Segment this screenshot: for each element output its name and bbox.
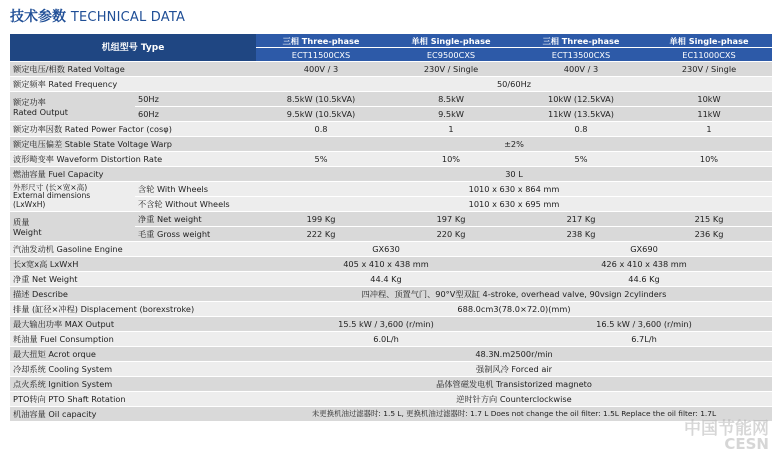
table-row: [10, 392, 772, 407]
cell-value: 1010 x 630 x 864 mm: [256, 182, 772, 197]
table-row: [10, 317, 772, 332]
cell-value: 9.5kW (10.5kVA): [256, 107, 386, 122]
row-label: 额定电压/相数 Rated Voltage: [10, 62, 256, 77]
table-row: [10, 242, 772, 257]
cell-value: 44.4 Kg: [256, 272, 516, 287]
row-label-en: External dimensions: [13, 191, 91, 201]
row-label: 描述 Describe: [10, 287, 256, 302]
cell-value: 400V / 3: [256, 62, 386, 77]
cell-value: ±2%: [256, 137, 772, 152]
cell-value: 5%: [256, 152, 386, 167]
table-row: [10, 287, 772, 302]
model-code: ECT13500CXS: [516, 48, 646, 62]
watermark-logo: [684, 414, 769, 453]
cell-value: 1: [386, 122, 516, 137]
row-label: 长x宽x高 LxWxH: [10, 257, 256, 272]
table-row: [10, 122, 772, 137]
cell-value: 8.5kW: [386, 92, 516, 107]
row-label: [10, 92, 135, 122]
cell-value: 400V / 3: [516, 62, 646, 77]
row-label: 汽油发动机 Gasoline Engine: [10, 242, 256, 257]
row-label: 额定电压偏差 Stable State Voltage Warp: [10, 137, 256, 152]
table-row: [10, 347, 772, 362]
row-label-cn: 额定功率: [13, 96, 46, 107]
row-label: 额定功率因数 Rated Power Factor (cosφ): [10, 122, 256, 137]
row-sublabel: 60Hz: [135, 107, 256, 122]
cell-value: 426 x 410 x 438 mm: [516, 257, 772, 272]
cell-value: 10kW: [646, 92, 772, 107]
cell-value: 未更换机油过滤器时: 1.5 L, 更换机油过滤器时: 1.7 L Does not change the oil filter: 1.5L Replace the oil filter: 1.7L: [256, 407, 772, 422]
table-row: [10, 152, 772, 167]
model-phase: 三相 Three-phase: [516, 34, 646, 48]
row-label: 燃油容量 Fuel Capacity: [10, 167, 256, 182]
cell-value: 0.8: [256, 122, 386, 137]
table-row: [10, 92, 772, 107]
row-label: [10, 182, 135, 212]
row-label: [10, 212, 135, 242]
model-phase: 单相 Single-phase: [646, 34, 772, 48]
cell-value: 230V / Single: [386, 62, 516, 77]
cell-value: 44.6 Kg: [516, 272, 772, 287]
model-phase: 三相 Three-phase: [256, 34, 386, 48]
cell-value: 217 Kg: [516, 212, 646, 227]
page-title: [10, 6, 185, 28]
cell-value: 强制风冷 Forced air: [256, 362, 772, 377]
cell-value: 8.5kW (10.5kVA): [256, 92, 386, 107]
cell-value: 6.7L/h: [516, 332, 772, 347]
cell-value: 50/60Hz: [256, 77, 772, 92]
table-row: [10, 62, 772, 77]
cell-value: 10%: [386, 152, 516, 167]
cell-value: 11kW: [646, 107, 772, 122]
watermark-text-cn: 中国节能网: [684, 419, 769, 439]
model-code: EC11000CXS: [646, 48, 772, 62]
cell-value: 48.3N.m2500r/min: [256, 347, 772, 362]
row-sublabel: 净重 Net weight: [135, 212, 256, 227]
cell-value: GX690: [516, 242, 772, 257]
cell-value: 197 Kg: [386, 212, 516, 227]
row-label: 最大扭矩 Acrot orque: [10, 347, 256, 362]
cell-value: 0.8: [516, 122, 646, 137]
cell-value: 220 Kg: [386, 227, 516, 242]
table-row: [10, 272, 772, 287]
table-row: [10, 362, 772, 377]
cell-value: 15.5 kW / 3,600 (r/min): [256, 317, 516, 332]
cell-value: 405 x 410 x 438 mm: [256, 257, 516, 272]
row-label: PTO转向 PTO Shaft Rotation: [10, 392, 256, 407]
title-cn: 技术参数: [10, 9, 66, 25]
table-row: [10, 407, 772, 422]
table-row: [10, 302, 772, 317]
row-label: 净重 Net Weight: [10, 272, 256, 287]
table-row: [10, 182, 772, 197]
cell-value: 11kW (13.5kVA): [516, 107, 646, 122]
cell-value: 199 Kg: [256, 212, 386, 227]
cell-value: 230V / Single: [646, 62, 772, 77]
cell-value: 30 L: [256, 167, 772, 182]
cell-value: 16.5 kW / 3,600 (r/min): [516, 317, 772, 332]
watermark-text-en: CESN: [724, 435, 769, 453]
row-label-en: Rated Output: [13, 106, 69, 117]
table-row: [10, 332, 772, 347]
cell-value: 6.0L/h: [256, 332, 516, 347]
table-row: [10, 257, 772, 272]
header-row-phase: [10, 34, 772, 48]
cell-value: 215 Kg: [646, 212, 772, 227]
table-row: [10, 137, 772, 152]
model-type-header: 机组型号 Type: [10, 34, 256, 62]
cell-value: 四冲程、顶置气门、90°V型双缸 4-stroke, overhead valve, 90vsign 2cylinders: [256, 287, 772, 302]
row-label: 耗油量 Fuel Consumption: [10, 332, 256, 347]
row-label-cn: 质量: [13, 216, 30, 227]
row-sublabel: 50Hz: [135, 92, 256, 107]
cell-value: 1: [646, 122, 772, 137]
table-row: [10, 377, 772, 392]
cell-value: 9.5kW: [386, 107, 516, 122]
table-row: [10, 77, 772, 92]
model-phase: 单相 Single-phase: [386, 34, 516, 48]
cell-value: 236 Kg: [646, 227, 772, 242]
row-label-en: Weight: [13, 226, 42, 237]
cell-value: GX630: [256, 242, 516, 257]
cell-value: 10%: [646, 152, 772, 167]
cell-value: 10kW (12.5kVA): [516, 92, 646, 107]
row-label-unit: (LxWxH): [13, 199, 46, 209]
row-sublabel: 含轮 With Wheels: [135, 182, 256, 197]
row-label: 机油容量 Oil capacity: [10, 407, 256, 422]
cell-value: 222 Kg: [256, 227, 386, 242]
row-sublabel: 毛重 Gross weight: [135, 227, 256, 242]
row-label: 最大输出功率 MAX Output: [10, 317, 256, 332]
model-code: ECT11500CXS: [256, 48, 386, 62]
cell-value: 688.0cm3(78.0×72.0)(mm): [256, 302, 772, 317]
spec-table: [10, 34, 772, 422]
model-code: EC9500CXS: [386, 48, 516, 62]
row-label: 波形畸变率 Waveform Distortion Rate: [10, 152, 256, 167]
row-label-cn: 外形尺寸 (长×宽×高): [13, 182, 88, 192]
cell-value: 逆时针方向 Counterclockwise: [256, 392, 772, 407]
cell-value: 238 Kg: [516, 227, 646, 242]
row-sublabel: 不含轮 Without Wheels: [135, 197, 256, 212]
row-label: 额定频率 Rated Frequency: [10, 77, 256, 92]
cell-value: 5%: [516, 152, 646, 167]
title-en: TECHNICAL DATA: [70, 10, 186, 25]
table-row: [10, 212, 772, 227]
table-row: [10, 167, 772, 182]
row-label: 冷却系统 Cooling System: [10, 362, 256, 377]
cell-value: 1010 x 630 x 695 mm: [256, 197, 772, 212]
row-label: 点火系统 Ignition System: [10, 377, 256, 392]
row-label: 排量 (缸径×冲程) Displacement (borexstroke): [10, 302, 256, 317]
cell-value: 晶体管磁发电机 Transistorized magneto: [256, 377, 772, 392]
